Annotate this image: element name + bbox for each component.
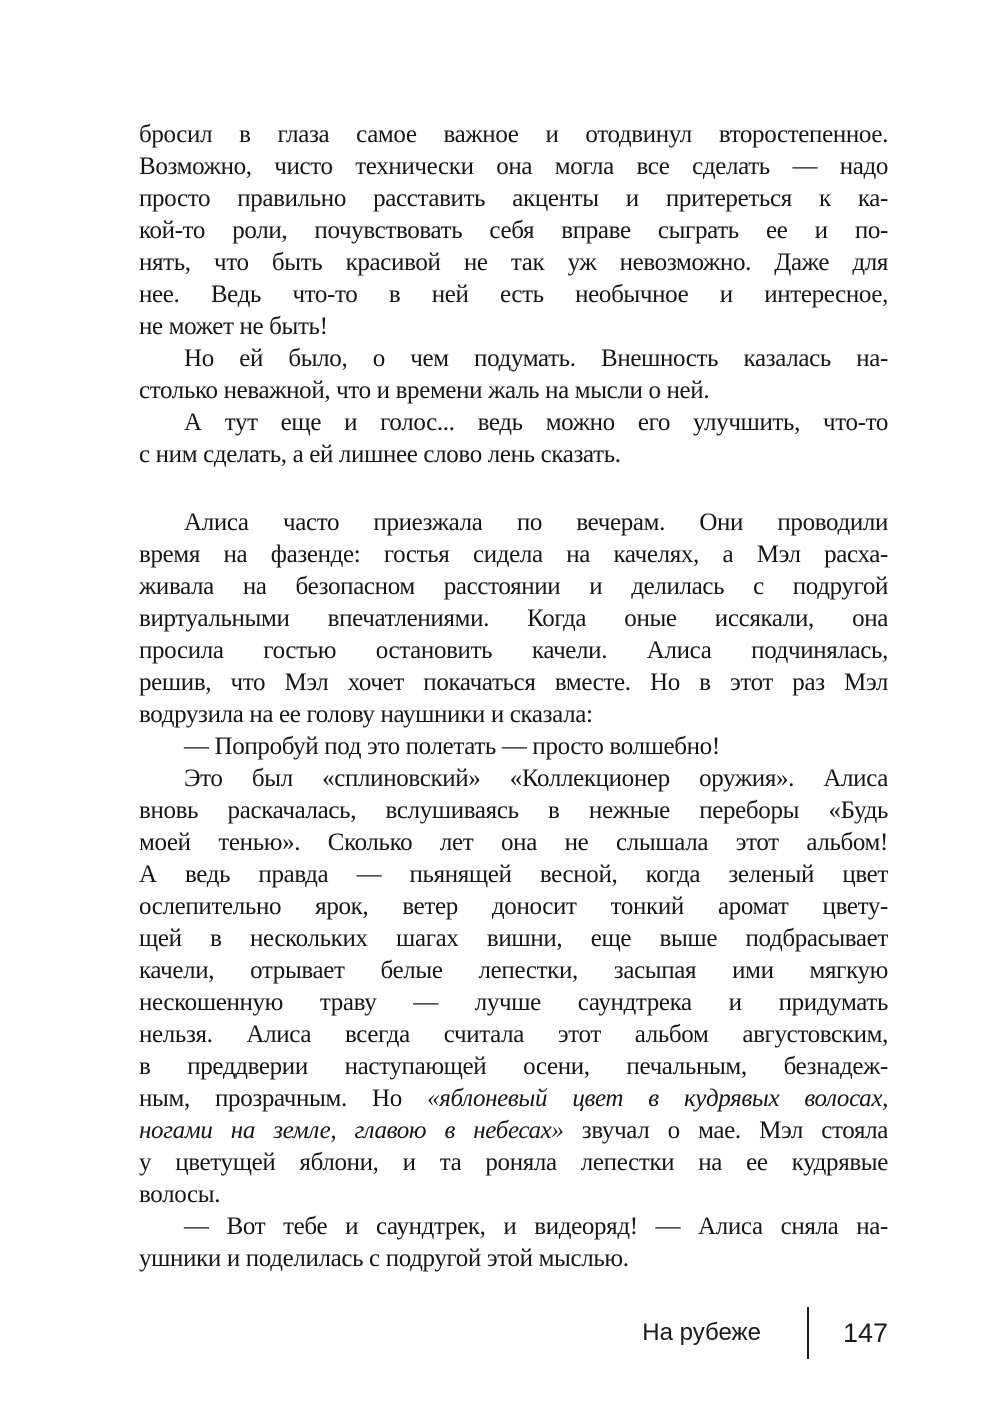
page-footer (0, 1306, 888, 1360)
text-line: — Вот тебе и саундтрек, и видеоряд! — Алиса сняла на- (184, 1213, 888, 1240)
text-line: вновь раскачалась, вслушиваясь в нежные переборы «Будь (139, 797, 888, 824)
text-line: просила гостью остановить качели. Алиса подчинялась, (139, 637, 888, 664)
text-line: столько неважной, что и времени жаль на мысли о ней. (139, 377, 710, 404)
text-line: с ним сделать, а ей лишнее слово лень сказать. (139, 441, 621, 468)
text-line: Алиса часто приезжала по вечерам. Они проводили (184, 509, 888, 536)
text-line: А тут еще и голос... ведь можно его улучшить, что-то (184, 409, 888, 436)
text-segment-italic: «яблоневый цвет в кудрявых волосах, (427, 1085, 888, 1112)
text-line: ушники и поделилась с подругой этой мыслью. (139, 1245, 629, 1272)
text-line: Это был «сплиновский» «Коллекционер оружия». Алиса (184, 765, 888, 792)
text-line: Но ей было, о чем подумать. Внешность казалась на- (184, 345, 888, 372)
text-line: в преддверии наступающей осени, печальным, безнадеж- (139, 1053, 888, 1080)
paragraph (139, 407, 888, 471)
text-line (139, 1083, 888, 1115)
text-segment: звучал о мае. Мэл стояла (563, 1117, 888, 1144)
text-line: бросил в глаза самое важное и отодвинул второстепенное. (139, 121, 888, 148)
page-number: 147 (842, 1318, 888, 1348)
text-line: волосы. (139, 1181, 221, 1208)
text-line: ослепительно ярок, ветер доносит тонкий аромат цвету- (139, 893, 888, 920)
text-line: водрузила на ее голову наушники и сказала: (139, 701, 593, 728)
text-line: нее. Ведь что-то в ней есть необычное и интересное, (139, 281, 888, 308)
paragraph-dialogue (139, 1211, 888, 1275)
text-line (139, 1115, 888, 1147)
text-line: живала на безопасном расстоянии и делилась с подругой (139, 573, 888, 600)
paragraph-dialogue (139, 731, 888, 763)
text-line: кой-то роли, почувствовать себя вправе сыграть ее и по- (139, 217, 888, 244)
paragraph (139, 119, 888, 343)
text-line: время на фазенде: гостья сидела на качелях, а Мэл расха- (139, 541, 888, 568)
text-line: просто правильно расставить акценты и притереться к ка- (139, 185, 888, 212)
text-line: щей в нескольких шагах вишни, еще выше подбрасывает (139, 925, 888, 952)
paragraph (139, 507, 888, 731)
text-line: А ведь правда — пьянящей весной, когда зеленый цвет (139, 861, 888, 888)
text-line: нельзя. Алиса всегда считала этот альбом августовским, (139, 1021, 888, 1048)
text-line: качели, отрывает белые лепестки, засыпая ими мягкую (139, 957, 888, 984)
text-line: виртуальными впечатлениями. Когда оные иссякали, она (139, 605, 888, 632)
text-segment-italic: ногами на земле, главою в небесах» (139, 1117, 564, 1144)
footer-divider (807, 1307, 809, 1359)
text-line: нескошенную траву — лучше саундтрека и придумать (139, 989, 888, 1016)
paragraph (139, 343, 888, 407)
text-segment: ным, прозрачным. Но (139, 1085, 428, 1112)
text-line: моей тенью». Сколько лет она не слышала этот альбом! (139, 829, 888, 856)
paragraph (139, 763, 888, 1211)
page-text (139, 119, 888, 1275)
text-line: у цветущей яблони, и та роняла лепестки на ее кудрявые (139, 1149, 888, 1176)
text-line: Возможно, чисто технически она могла все сделать — надо (139, 153, 888, 180)
running-title: На рубеже (642, 1319, 761, 1346)
text-line: решив, что Мэл хочет покачаться вместе. Но в этот раз Мэл (139, 669, 888, 696)
text-line: не может не быть! (139, 313, 328, 340)
text-line: нять, что быть красивой не так уж невозможно. Даже для (139, 249, 888, 276)
text-line: — Попробуй под это полетать — просто волшебно! (184, 733, 720, 760)
